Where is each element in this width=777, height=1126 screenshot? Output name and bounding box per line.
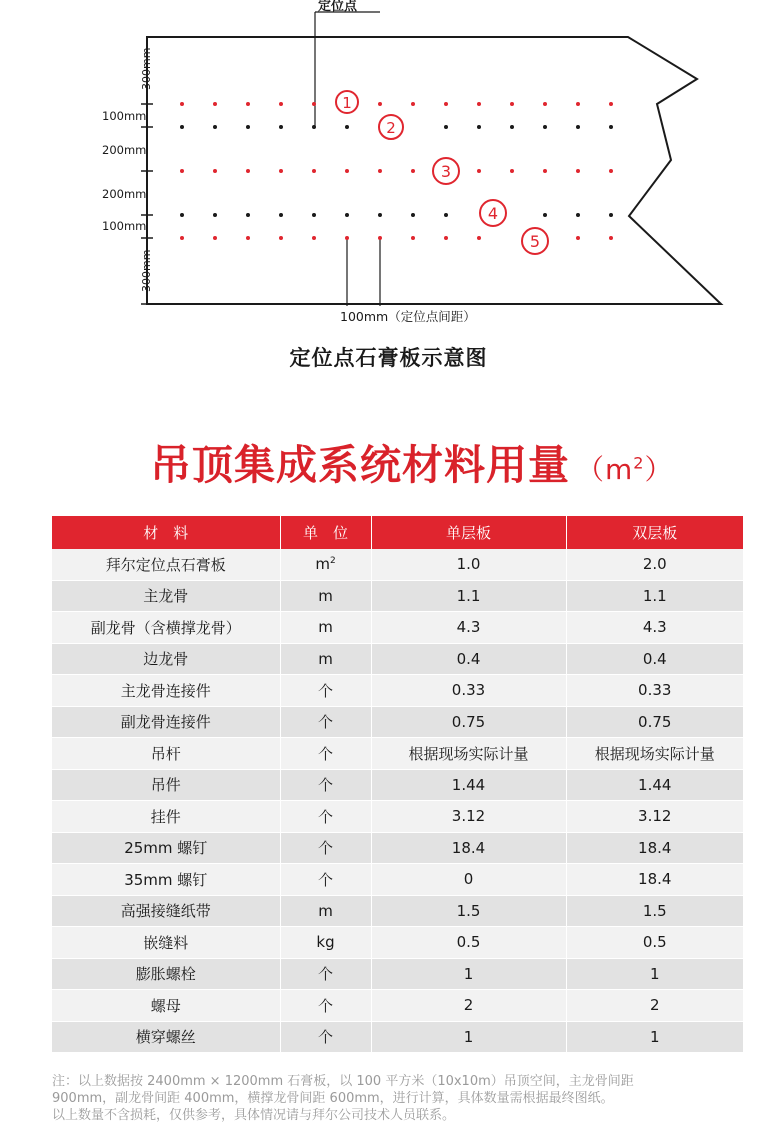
table-row [52, 958, 743, 990]
material-name-cell: 副龙骨连接件 [52, 706, 280, 738]
single-layer-cell: 1.44 [371, 769, 566, 801]
locating-dot [576, 213, 580, 217]
locating-dot [279, 169, 283, 173]
header-unit: 单 位 [280, 516, 371, 549]
locating-dot [180, 102, 184, 106]
double-layer-cell: 2.0 [566, 549, 743, 580]
material-name-cell: 吊杆 [52, 738, 280, 770]
svg-text:2: 2 [386, 119, 396, 137]
single-layer-cell: 0.33 [371, 675, 566, 707]
table-row [52, 675, 743, 707]
single-layer-cell: 1 [371, 1021, 566, 1053]
section-title-unit: $(m^2)$ [576, 453, 674, 486]
marker-5 [522, 228, 548, 254]
unit-cell: 个 [280, 801, 371, 833]
locating-dot [543, 102, 547, 106]
material-name-cell: 挂件 [52, 801, 280, 833]
double-layer-cell: 1.1 [566, 580, 743, 612]
double-layer-cell: 根据现场实际计量 [566, 738, 743, 770]
locating-dot [279, 125, 283, 129]
locating-dot [213, 236, 217, 240]
locating-dot [444, 213, 448, 217]
table-row [52, 832, 743, 864]
dim-300-top: 300mm [140, 47, 153, 90]
single-layer-cell: 4.3 [371, 612, 566, 644]
locating-dot [246, 236, 250, 240]
table-row [52, 864, 743, 896]
table-row [52, 549, 743, 580]
locating-dot [180, 125, 184, 129]
unit-cell: m [280, 580, 371, 612]
marker-4 [480, 200, 506, 226]
table-row [52, 801, 743, 833]
locating-dot [180, 213, 184, 217]
unit-cell: m [280, 895, 371, 927]
footnote-line-3: 以上数量不含损耗，仅供参考，具体情况请与拜尔公司技术人员联系。 [52, 1108, 456, 1123]
locating-dot [543, 213, 547, 217]
locating-dot [411, 102, 415, 106]
table-row [52, 769, 743, 801]
locating-point-label: 定位点 [318, 0, 358, 14]
locating-dot [477, 236, 481, 240]
locating-dot [279, 102, 283, 106]
double-layer-cell: 18.4 [566, 864, 743, 896]
locating-dot [345, 169, 349, 173]
locating-dot [609, 169, 613, 173]
single-layer-cell: 0.4 [371, 643, 566, 675]
locating-dot [444, 125, 448, 129]
locating-dot [543, 169, 547, 173]
double-layer-cell: 0.75 [566, 706, 743, 738]
svg-text:5: 5 [529, 232, 541, 251]
locating-dot [576, 125, 580, 129]
unit-cell: $m^2$ [280, 549, 371, 580]
table-row [52, 1021, 743, 1053]
section-title-main: 吊顶集成系统材料用量 [150, 441, 570, 489]
table-row [52, 580, 743, 612]
material-usage-table [52, 516, 743, 1053]
locating-dot [609, 102, 613, 106]
table-row [52, 612, 743, 644]
locating-dot [246, 125, 250, 129]
locating-dot [312, 169, 316, 173]
single-layer-cell: 1.0 [371, 549, 566, 580]
footnote [52, 1073, 757, 1124]
locating-dot [312, 102, 316, 106]
marker-3 [433, 158, 459, 184]
gypsum-board-diagram [0, 0, 777, 340]
locating-dot [312, 125, 316, 129]
single-layer-cell: 1.5 [371, 895, 566, 927]
single-layer-cell: 0.75 [371, 706, 566, 738]
locating-dot [312, 213, 316, 217]
material-name-cell: 边龙骨 [52, 643, 280, 675]
locating-dot [180, 169, 184, 173]
locating-dot [576, 102, 580, 106]
double-layer-cell: 1 [566, 1021, 743, 1053]
double-layer-cell: 18.4 [566, 832, 743, 864]
locating-dot [378, 213, 382, 217]
locating-dot [609, 236, 613, 240]
material-name-cell: 拜尔定位点石膏板 [52, 549, 280, 580]
locating-dot [345, 213, 349, 217]
locating-dot [180, 236, 184, 240]
locating-dot [345, 125, 349, 129]
table-header-row [52, 516, 743, 549]
material-name-cell: 吊件 [52, 769, 280, 801]
locating-dot [411, 236, 415, 240]
locating-dot [576, 236, 580, 240]
locating-dot [510, 125, 514, 129]
locating-dot [444, 102, 448, 106]
unit-cell: m [280, 643, 371, 675]
material-name-cell: 主龙骨连接件 [52, 675, 280, 707]
double-layer-cell: 1.5 [566, 895, 743, 927]
marker-1 [336, 91, 358, 113]
double-layer-cell: 0.5 [566, 927, 743, 959]
locating-dot [246, 169, 250, 173]
locating-dot [246, 102, 250, 106]
header-double-layer: 双层板 [566, 516, 743, 549]
double-layer-cell: 1 [566, 958, 743, 990]
unit-cell: 个 [280, 832, 371, 864]
single-layer-cell: 根据现场实际计量 [371, 738, 566, 770]
double-layer-cell: 3.12 [566, 801, 743, 833]
dim-200-a: 200mm [102, 143, 147, 157]
header-single-layer: 单层板 [371, 516, 566, 549]
locating-dot [213, 102, 217, 106]
material-name-cell: 膨胀螺栓 [52, 958, 280, 990]
locating-dot [510, 169, 514, 173]
header-material: 材 料 [52, 516, 280, 549]
locating-dot [576, 169, 580, 173]
locating-dot [411, 169, 415, 173]
material-name-cell: 嵌缝料 [52, 927, 280, 959]
diagram-caption: 定位点石膏板示意图 [289, 346, 488, 370]
table-row [52, 990, 743, 1022]
marker-2 [379, 115, 403, 139]
locating-dot [312, 236, 316, 240]
double-layer-cell: 2 [566, 990, 743, 1022]
unit-cell: kg [280, 927, 371, 959]
locating-dot [444, 236, 448, 240]
single-layer-cell: 1.1 [371, 580, 566, 612]
locating-dot [345, 236, 349, 240]
unit-cell: 个 [280, 864, 371, 896]
locating-dot [609, 213, 613, 217]
locating-dot [477, 102, 481, 106]
locating-dot [213, 213, 217, 217]
unit-cell: 个 [280, 990, 371, 1022]
single-layer-cell: 3.12 [371, 801, 566, 833]
footnote-line-1: 注：以上数据按 2400mm × 1200mm 石膏板，以 100 平方米（10x10m）吊顶空间，主龙骨间距 [52, 1074, 634, 1089]
locating-dot [378, 102, 382, 106]
locating-dot [609, 125, 613, 129]
locating-dot [246, 213, 250, 217]
spacing-label: 100mm（定位点间距） [340, 309, 476, 324]
locating-dot [510, 102, 514, 106]
table-row [52, 738, 743, 770]
material-name-cell: 螺母 [52, 990, 280, 1022]
double-layer-cell: 0.33 [566, 675, 743, 707]
dim-300-bottom: 300mm [140, 249, 153, 292]
svg-text:3: 3 [440, 162, 452, 181]
table-row [52, 895, 743, 927]
dim-100-b: 100mm [102, 219, 147, 233]
material-name-cell: 25mm 螺钉 [52, 832, 280, 864]
locating-dot [477, 169, 481, 173]
unit-cell: m [280, 612, 371, 644]
locating-dot [213, 169, 217, 173]
table-row [52, 706, 743, 738]
dim-200-b: 200mm [102, 187, 147, 201]
table-row [52, 643, 743, 675]
single-layer-cell: 0.5 [371, 927, 566, 959]
section-title [150, 432, 673, 491]
material-name-cell: 高强接缝纸带 [52, 895, 280, 927]
svg-text:1: 1 [342, 94, 352, 112]
single-layer-cell: 2 [371, 990, 566, 1022]
single-layer-cell: 0 [371, 864, 566, 896]
locating-dot [213, 125, 217, 129]
material-name-cell: 35mm 螺钉 [52, 864, 280, 896]
unit-cell: 个 [280, 769, 371, 801]
locating-dot [477, 125, 481, 129]
unit-cell: 个 [280, 706, 371, 738]
material-name-cell: 主龙骨 [52, 580, 280, 612]
material-name-cell: 副龙骨（含横撑龙骨） [52, 612, 280, 644]
svg-text:4: 4 [487, 204, 499, 223]
unit-cell: 个 [280, 958, 371, 990]
table-body [52, 549, 743, 1053]
locating-dot [279, 236, 283, 240]
locating-dot [378, 236, 382, 240]
footnote-line-2: 900mm，副龙骨间距 400mm，横撑龙骨间距 600mm，进行计算，具体数量需根据最终图纸。 [52, 1091, 614, 1106]
unit-cell: 个 [280, 738, 371, 770]
locating-dot [279, 213, 283, 217]
single-layer-cell: 1 [371, 958, 566, 990]
material-name-cell: 横穿螺丝 [52, 1021, 280, 1053]
table-row [52, 927, 743, 959]
locating-dot [378, 169, 382, 173]
double-layer-cell: 0.4 [566, 643, 743, 675]
locating-dot [411, 213, 415, 217]
double-layer-cell: 1.44 [566, 769, 743, 801]
unit-cell: 个 [280, 1021, 371, 1053]
dim-100-a: 100mm [102, 109, 147, 123]
single-layer-cell: 18.4 [371, 832, 566, 864]
locating-dot [543, 125, 547, 129]
unit-cell: 个 [280, 675, 371, 707]
double-layer-cell: 4.3 [566, 612, 743, 644]
